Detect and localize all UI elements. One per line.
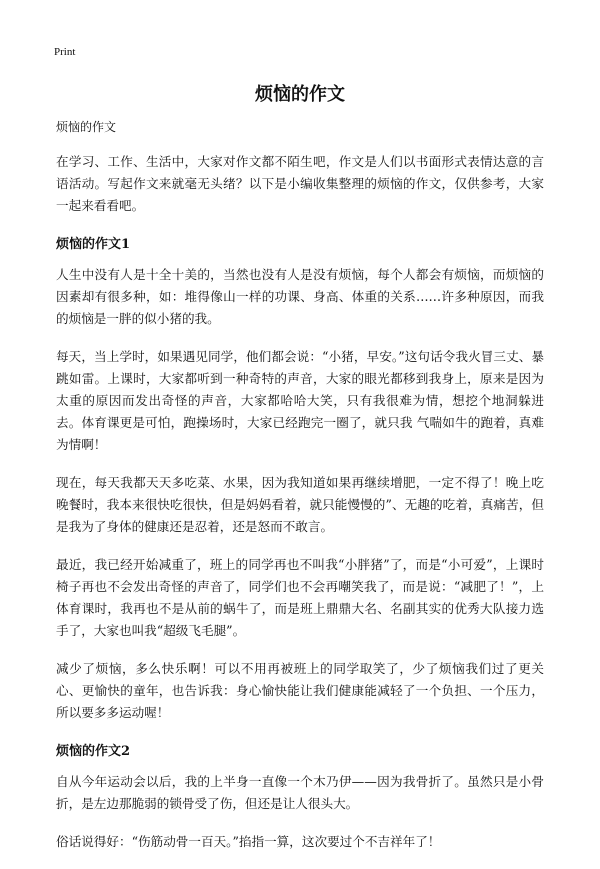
paragraph: 最近，我已经开始减重了，班上的同学再也不叫我“小胖猪”了，而是“小可爱”，上课时椅子再也不会发出奇怪的声音了，同学们也不会再嘲笑我了，而是说：“减肥了！”，上体育课时，我再也不是从前的蜗牛了，而是班上鼎鼎大名、名副其实的优秀大队接力选手了，大家也叫我“超级飞毛腿”。 — [56, 557, 544, 638]
section-heading-1: 烦恼的作文1 — [56, 237, 131, 252]
document-subtitle: 烦恼的作文 — [56, 120, 117, 134]
intro-paragraph: 在学习、工作、生活中，大家对作文都不陌生吧，作文是人们以书面形式表情达意的言语活动。写起作文来就毫无头绪？以下是小编收集整理的烦恼的作文，仅供参考，大家一起来看看吧。 — [56, 154, 544, 213]
paragraph: 俗话说得好：“伤筋动骨一百天。”掐指一算，这次要过个不吉祥年了！ — [56, 834, 441, 849]
print-link[interactable]: Print — [54, 46, 76, 58]
paragraph: 减少了烦恼，多么快乐啊！可以不用再被班上的同学取笑了，少了烦恼我们过了更关心、更愉快的童年，也告诉我：身心愉快能让我们健康能减轻了一个负担、一个压力，所以要多多运动喔！ — [56, 661, 544, 720]
paragraph: 自从今年运动会以后，我的上半身一直像一个木乃伊——因为我骨折了。虽然只是小骨折，是左边那脆弱的锁骨受了伤，但还是让人很头大。 — [56, 774, 544, 811]
paragraph: 人生中没有人是十全十美的，当然也没有人是没有烦恼，每个人都会有烦恼，而烦恼的因素却有很多种，如：堆得像山一样的功课、身高、体重的关系……许多种原因，而我的烦恼是一胖的似小猪的我。 — [56, 267, 544, 326]
document-body — [56, 118, 544, 869]
paragraph: 现在，每天我都天天多吃菜、水果，因为我知道如果再继续增肥，一定不得了！晚上吃晚餐时，我本来很快吃很快，但是妈妈看着，就只能慢慢的”、无趣的吃着，真痛苦，但是我为了身体的健康还是忍着，还是怒而不敢言。 — [56, 475, 544, 534]
paragraph: 每天，当上学时，如果遇见同学，他们都会说：“小猪，早安。”这句话令我火冒三丈、暴跳如雷。上课时，大家都听到一种奇特的声音，大家的眼光都移到我身上，原来是因为太重的原因而发出奇怪的声音，大家都哈哈大笑，只有我很难为情，想挖个地洞躲进去。体育课更是可怕，跑操场时，大家已经跑完一圈了，就只我 气喘如牛的跑着，真难为情啊！ — [56, 349, 544, 452]
section-heading-2: 烦恼的作文2 — [56, 744, 131, 759]
document-title: 烦恼的作文 — [255, 84, 345, 105]
